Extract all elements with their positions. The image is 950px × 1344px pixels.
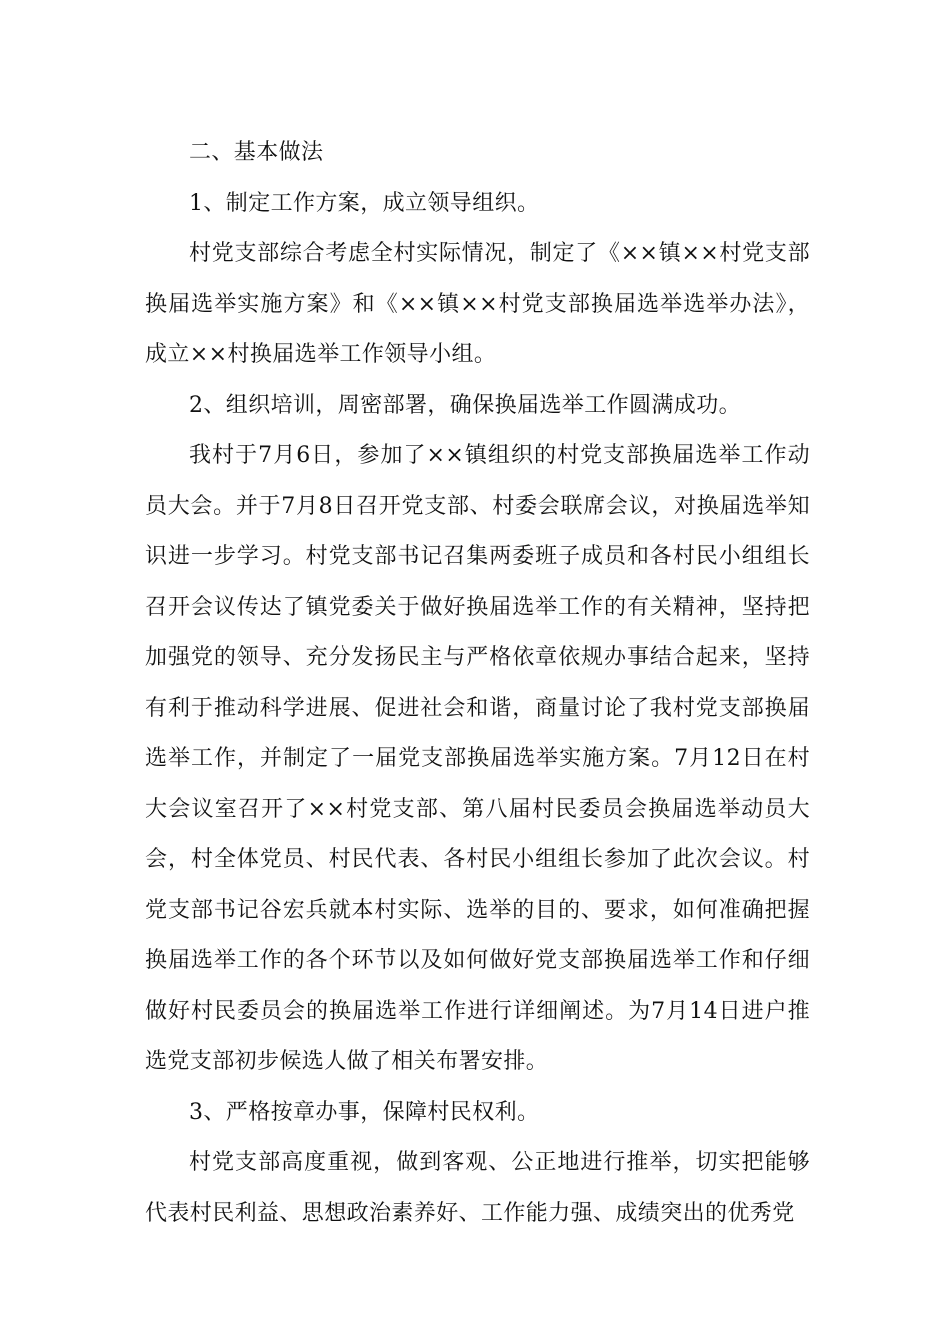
section-heading-basic-practices: 二、基本做法	[189, 140, 324, 165]
subheading-rights: 3、严格按章办事，保障村民权利。	[189, 1099, 540, 1125]
subheading-training: 2、组织培训，周密部署，确保换届选举工作圆满成功。	[189, 392, 741, 418]
paragraph-training: 我村于7月6日，参加了××镇组织的村党支部换届选举工作动员大会。并于7月8日召开党支部、村委会联席会议，对换届选举知识进一步学习。村党支部书记召集两委班子成员和各村民小组组长召开会议传达了镇党委关于做好换届选举工作的有关精神，坚持把加强党的领导、充分发扬民主与严格依章依规办事结合起来，坚持有利于推动科学进展、促进社会和谐，商量讨论了我村党支部换届选举工作，并制定了一届党支部换届选举实施方案。7月12日在村大会议室召开了××村党支部、第八届村民委员会换届选举动员大会，村全体党员、村民代表、各村民小组组长参加了此次会议。村党支部书记谷宏兵就本村实际、选举的目的、要求，如何准确把握换届选举工作的各个环节以及如何做好党支部换届选举工作和仔细做好村民委员会的换届选举工作进行详细阐述。为7月14日进户推选党支部初步候选人做了相关布署安排。	[145, 443, 810, 1074]
subheading-plan: 1、制定工作方案，成立领导组织。	[189, 190, 540, 216]
paragraph-rights: 村党支部高度重视，做到客观、公正地进行推举，切实把能够代表村民利益、思想政治素养好、工作能力强、成绩突出的优秀党	[145, 1150, 810, 1226]
paragraph-plan: 村党支部综合考虑全村实际情况，制定了《××镇××村党支部换届选举实施方案》和《××镇××村党支部换届选举选举办法》，成立××村换届选举工作领导小组。	[145, 241, 810, 367]
document-body	[145, 128, 810, 1239]
